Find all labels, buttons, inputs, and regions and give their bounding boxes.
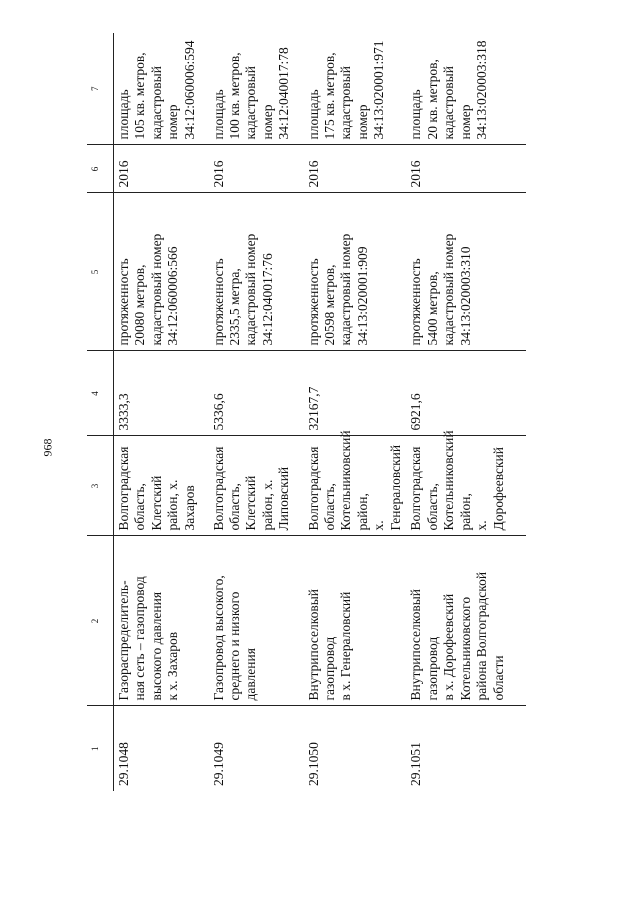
object-value: 32167,7 — [304, 351, 407, 436]
land-plot-info: площадь 175 кв. метров, кадастровый номер 34:13:020001:971 — [304, 33, 407, 145]
land-plot-info: площадь 20 кв. метров, кадастровый номер 34:13:020003:318 — [406, 33, 526, 145]
rotated-table-sheet — [87, 33, 605, 791]
object-characteristic: протяженность 2335,5 метра, кадастровый номер 34:12:040017:76 — [209, 193, 304, 351]
object-year: 2016 — [304, 145, 407, 193]
object-name: Внутрипоселковый газопровод в х. Генераловский — [304, 536, 407, 706]
column-number: 7 — [87, 33, 114, 145]
object-year: 2016 — [209, 145, 304, 193]
column-number: 1 — [87, 706, 114, 791]
row-number: 29.1048 — [116, 742, 131, 786]
object-location: Волгоградская область, Котельниковский район, х. Дорофеевский — [406, 436, 526, 536]
object-value: 3333,3 — [114, 351, 209, 436]
table-row — [114, 33, 209, 791]
object-value: 5336,6 — [209, 351, 304, 436]
object-location: Волгоградская область, Клетский район, х. Захаров — [114, 436, 209, 536]
table-row — [209, 33, 304, 791]
page-number: 968 — [40, 438, 55, 457]
column-number: 6 — [87, 145, 114, 193]
object-name: Газопровод высокого, среднего и низкого давления — [209, 536, 304, 706]
row-number: 29.1050 — [305, 742, 321, 786]
column-number-row — [87, 33, 114, 791]
column-number: 2 — [87, 536, 114, 706]
row-number: 29.1051 — [408, 742, 424, 786]
object-characteristic: протяженность 20080 метров, кадастровый номер 34:12:060006:566 — [114, 193, 209, 351]
object-characteristic: протяженность 20598 метров, кадастровый номер 34:13:020001:909 — [304, 193, 407, 351]
object-characteristic: протяженность 5400 метров, кадастровый номер 34:13:020003:310 — [406, 193, 526, 351]
table-row — [406, 33, 526, 791]
row-number: 29.1049 — [210, 742, 226, 786]
land-plot-info: площадь 100 кв. метров, кадастровый номер 34:12:040017:78 — [209, 33, 304, 145]
object-year: 2016 — [114, 145, 209, 193]
object-location: Волгоградская область, Клетский район, х. Липовский — [209, 436, 304, 536]
object-name: Внутрипоселковый газопровод в х. Дорофеевский Котельниковского района Волгоградской области — [406, 536, 526, 706]
column-number: 4 — [87, 351, 114, 436]
object-location: Волгоградская область, Котельниковский район, х. Генераловский — [304, 436, 407, 536]
object-name: Газораспределитель- ная сеть – газопровод высокого давления к х. Захаров — [114, 536, 209, 706]
land-plot-info: площадь 105 кв. метров, кадастровый номер 34:12:060006:594 — [114, 33, 209, 145]
column-number: 3 — [87, 436, 114, 536]
gas-pipelines-table — [87, 33, 526, 791]
object-year: 2016 — [406, 145, 526, 193]
column-number: 5 — [87, 193, 114, 351]
table-row — [304, 33, 407, 791]
object-value: 6921,6 — [406, 351, 526, 436]
